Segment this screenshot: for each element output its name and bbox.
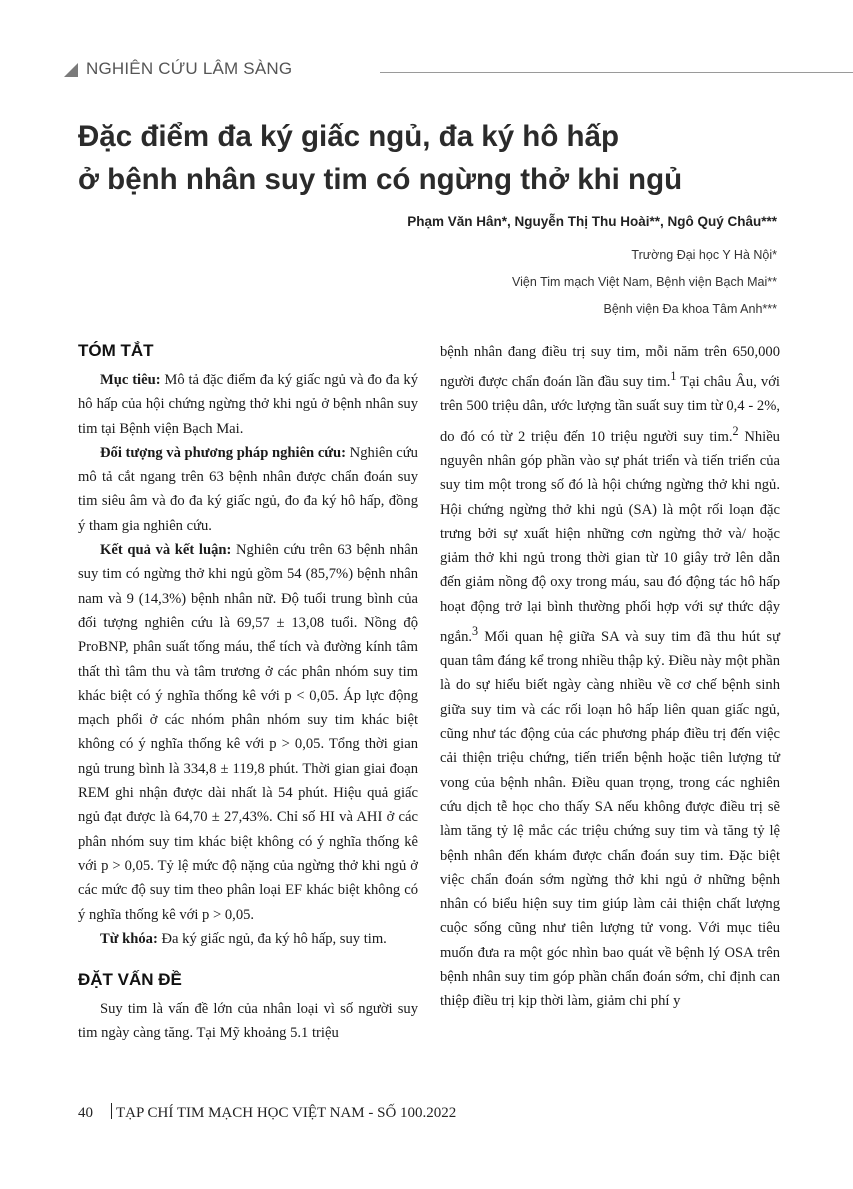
right-column xyxy=(440,340,780,1014)
abstract-keywords xyxy=(78,927,418,951)
affiliation-3: Bệnh viện Đa khoa Tâm Anh*** xyxy=(603,302,777,316)
abstract-methods xyxy=(78,441,418,538)
header-rule xyxy=(380,72,853,73)
intro-heading: ĐẶT VẤN ĐỀ xyxy=(78,970,182,990)
intro-paragraph-start: Suy tim là vấn đề lớn của nhân loại vì số người suy tim ngày càng tăng. Tại Mỹ khoảng 5.1 triệu xyxy=(78,1001,418,1042)
intro-text-d: Mối quan hệ giữa SA và suy tim đã thu hút sự quan tâm đáng kể trong nhiều thập kỷ. Điều này một phần là do sự hiểu biết ngày càng nhiều về cơ chế bệnh sinh giữa suy tim và các rối loạn hô hấp liên quan giấc ngủ, cũng như tác động của các phương pháp điều trị đến việc cải thiện triệu chứng, tiến triển bệnh hoặc tiên lượng tử vong của bệnh nhân. Điều quan trọng, trong các nghiên cứu dịch tễ học cho thấy SA nếu không được điều trị sẽ làm tăng tỷ lệ mắc các triệu chứng suy tim và tăng tỷ lệ bệnh nhân đến khám được chẩn đoán suy tim. Đặc biệt việc chẩn đoán sớm ngừng thở khi ngủ ở những bệnh nhân có biểu hiện suy tim giúp làm cải thiện chất lượng cuộc sống cũng như tiên lượng tử vong. Với mục tiêu muốn đưa ra một góc nhìn bao quát về bệnh lý OSA trên bệnh nhân suy tim góp phần chẩn đoán sớm, chỉ định can thiệp điều trị kịp thời làm, giảm chi phí y xyxy=(440,628,780,1010)
abstract-heading: TÓM TẮT xyxy=(78,341,154,360)
authors: Phạm Văn Hân*, Nguyễn Thị Thu Hoài**, Ngô Quý Châu*** xyxy=(407,214,777,229)
affiliation-2: Viện Tim mạch Việt Nam, Bệnh viện Bạch Mai** xyxy=(512,275,777,289)
keywords-label: Từ khóa: xyxy=(100,930,158,947)
section-header xyxy=(64,58,853,84)
keywords-text: Đa ký giấc ngủ, đa ký hô hấp, suy tim. xyxy=(157,930,387,947)
intro-text-c: Nhiều nguyên nhân góp phần vào sự phát triển và tiến triển của suy tim một trong số đó là hội chứng ngừng thở khi ngủ. Hội chứng ngừng thở khi ngủ (SA) là một rối loạn đặc trưng bởi sự xuất hiện những cơn ngừng thở và/ hoặc giảm thở khi ngủ trong thời gian từ 10 giây trở lên dẫn đến giảm nồng độ oxy trong máu, sau đó động tác hô hấp hoạt động trở lại bình thường phối hợp với sự thức dậy ngắn. xyxy=(440,428,780,645)
left-column xyxy=(78,338,418,1046)
ref-1: 1 xyxy=(670,369,677,384)
journal-name: TẠP CHÍ TIM MẠCH HỌC VIỆT NAM - SỐ 100.2022 xyxy=(116,1105,457,1121)
ref-3: 3 xyxy=(472,623,479,638)
intro-paragraph-continued xyxy=(440,340,780,1014)
affiliation-1: Trường Đại học Y Hà Nội* xyxy=(631,248,777,262)
methods-text: Nghiên cứu mô tả cắt ngang trên 63 bệnh nhân được chẩn đoán suy tim siêu âm và đo đa ký giấc ngủ, đo đa ký hô hấp, đồng ý tham gia nghiên cứu. xyxy=(78,444,418,534)
abstract-results xyxy=(78,538,418,927)
results-text: Nghiên cứu trên 63 bệnh nhân suy tim có ngừng thở khi ngủ gồm 54 (85,7%) bệnh nhân nam và 9 (14,3%) bệnh nhân nữ. Độ tuổi trung bình của đối tượng nghiên cứu là 69,57 ± 13,08 tuổi. Nồng độ ProBNP, phân suất tống máu, thể tích và đường kính tâm thất thì tâm thu và tâm trương ở các phân nhóm suy tim khác biệt có ý nghĩa thống kê với p < 0,05. Áp lực động mạch phổi ở các nhóm phân nhóm suy tim khác biệt không có ý nghĩa thống kê với p > 0,05. Tổng thời gian ngủ trung bình là 334,8 ± 119,8 phút. Thời gian giai đoạn REM ghi nhận được dài nhất là 54 phút. Hiệu quả giấc ngủ đạt được là 64,70 ± 27,43%. Chỉ số HI và AHI ở các phân nhóm suy tim khác biệt không có ý nghĩa thống kê với p > 0,05. Tỷ lệ mức độ nặng của ngừng thở khi ngủ ở các mức độ suy tim theo phân loại EF khác biệt không có ý nghĩa thống kê với p > 0,05. xyxy=(78,542,418,923)
methods-label: Đối tượng và phương pháp nghiên cứu: xyxy=(100,444,347,461)
objective-text: Mô tả đặc điểm đa ký giấc ngủ và đo đa ký hô hấp của hội chứng ngừng thở khi ngủ ở bệnh nhân suy tim tại Bệnh viện Bạch Mai. xyxy=(78,372,418,437)
article-title xyxy=(78,115,818,201)
objective-label: Mục tiêu: xyxy=(100,372,161,388)
affiliations xyxy=(512,242,777,323)
page-number: 40 xyxy=(78,1105,93,1121)
footer-divider xyxy=(111,1103,112,1119)
results-label: Kết quả và kết luận: xyxy=(100,542,232,559)
triangle-icon xyxy=(64,63,78,77)
intro-text-a: bệnh nhân đang điều trị suy tim, mỗi năm trên 650,000 người được chẩn đoán lần đầu suy tim. xyxy=(440,344,780,391)
section-label: NGHIÊN CỨU LÂM SÀNG xyxy=(86,59,293,78)
page-footer xyxy=(78,1103,456,1122)
intro-text-b: Tại châu Âu, với trên 500 triệu dân, ước lượng tần suất suy tim từ 0,4 - 2%, do đó có từ 2 triệu đến 10 triệu người suy tim. xyxy=(440,374,780,445)
title-line-2: ở bệnh nhân suy tim có ngừng thở khi ngủ xyxy=(78,163,683,196)
title-line-1: Đặc điểm đa ký giấc ngủ, đa ký hô hấp xyxy=(78,120,619,153)
abstract-objective xyxy=(78,368,418,441)
ref-2: 2 xyxy=(732,423,739,438)
